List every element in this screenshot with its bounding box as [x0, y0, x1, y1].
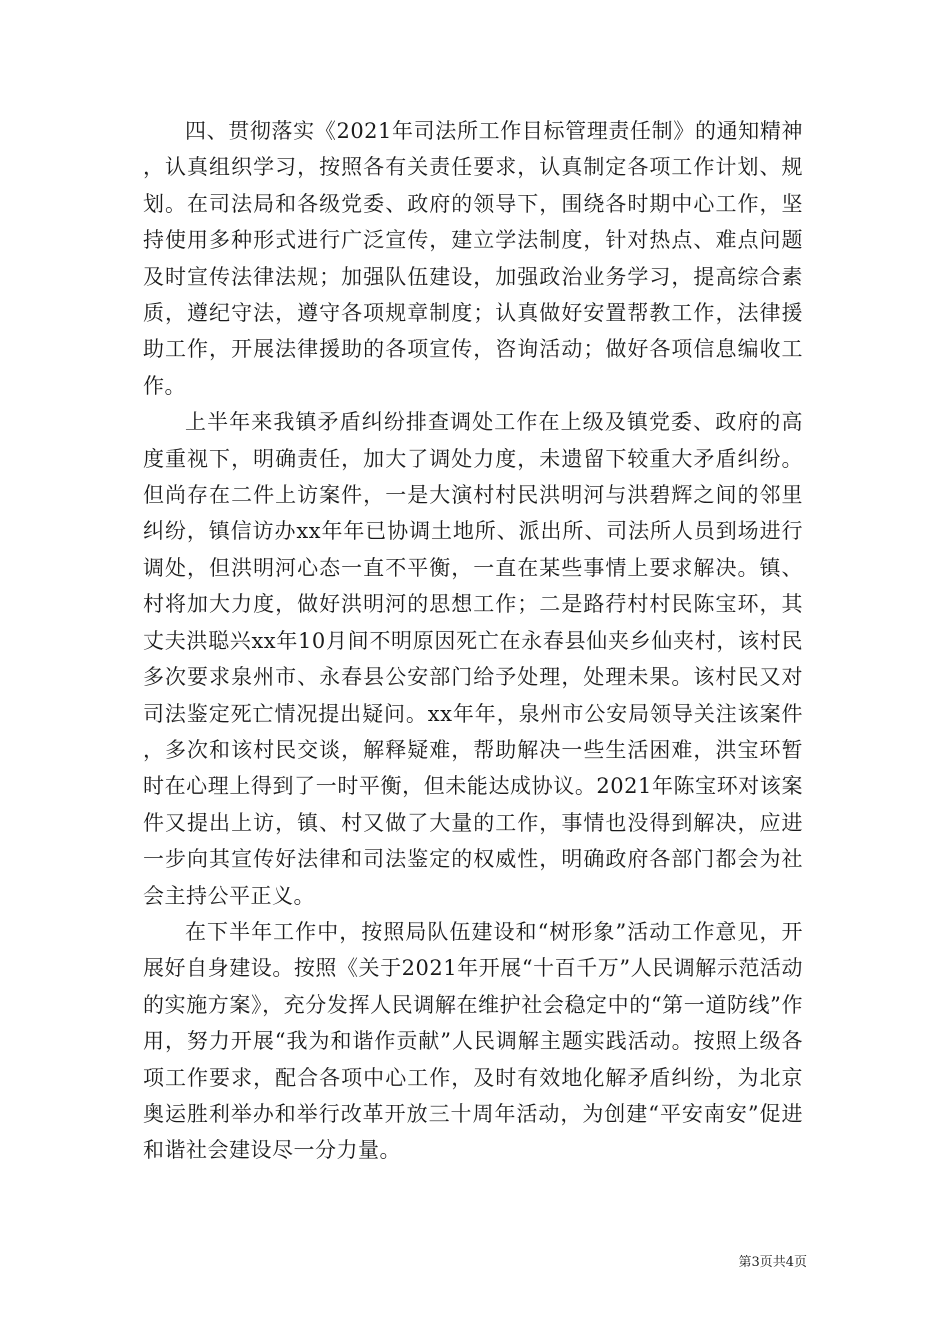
- paragraph-dispute-mediation: 上半年来我镇矛盾纠纷排查调处工作在上级及镇党委、政府的高度重视下，明确责任，加大了调处力度，未遗留下较重大矛盾纠纷。但尚存在二件上访案件，一是大演村村民洪明河与洪碧辉之间的邻里纠纷，镇信访办xx年年已协调土地所、派出所、司法所人员到场进行调处，但洪明河心态一直不平衡，一直在某些事情上要求解决。镇、村将加大力度，做好洪明河的思想工作；二是路荇村村民陈宝环，其丈夫洪聪兴xx年10月间不明原因死亡在永春县仙夹乡仙夹村，该村民多次要求泉州市、永春县公安部门给予处理，处理未果。该村民又对司法鉴定死亡情况提出疑问。xx年年，泉州市公安局领导关注该案件，多次和该村民交谈，解释疑难，帮助解决一些生活困难，洪宝环暂时在心理上得到了一时平衡，但未能达成协议。2021年陈宝环对该案件又提出上访，镇、村又做了大量的工作，事情也没得到解决，应进一步向其宣传好法律和司法鉴定的权威性，明确政府各部门都会为社会主持公平正义。: [143, 410, 803, 908]
- document-body: [143, 113, 803, 1169]
- paragraph-work-plan: 四、贯彻落实《2021年司法所工作目标管理责任制》的通知精神，认真组织学习，按照各有关责任要求，认真制定各项工作计划、规划。在司法局和各级党委、政府的领导下，围绕各时期中心工作，坚持使用多种形式进行广泛宣传，建立学法制度，针对热点、难点问题及时宣传法律法规；加强队伍建设，加强政治业务学习，提高综合素质，遵纪守法，遵守各项规章制度；认真做好安置帮教工作，法律援助工作，开展法律援助的各项宣传，咨询活动；做好各项信息编收工作。: [143, 119, 803, 398]
- paragraph-second-half-plan: 在下半年工作中，按照局队伍建设和“树形象”活动工作意见，开展好自身建设。按照《关于2021年开展“十百千万”人民调解示范活动的实施方案》，充分发挥人民调解在维护社会稳定中的“第一道防线”作用，努力开展“我为和谐作贡献”人民调解主题实践活动。按照上级各项工作要求，配合各项中心工作，及时有效地化解矛盾纠纷，为北京奥运胜利举办和举行改革开放三十周年活动，为创建“平安南安”促进和谐社会建设尽一分力量。: [143, 919, 803, 1163]
- page-number-footer: 第3页共4页: [738, 1255, 807, 1270]
